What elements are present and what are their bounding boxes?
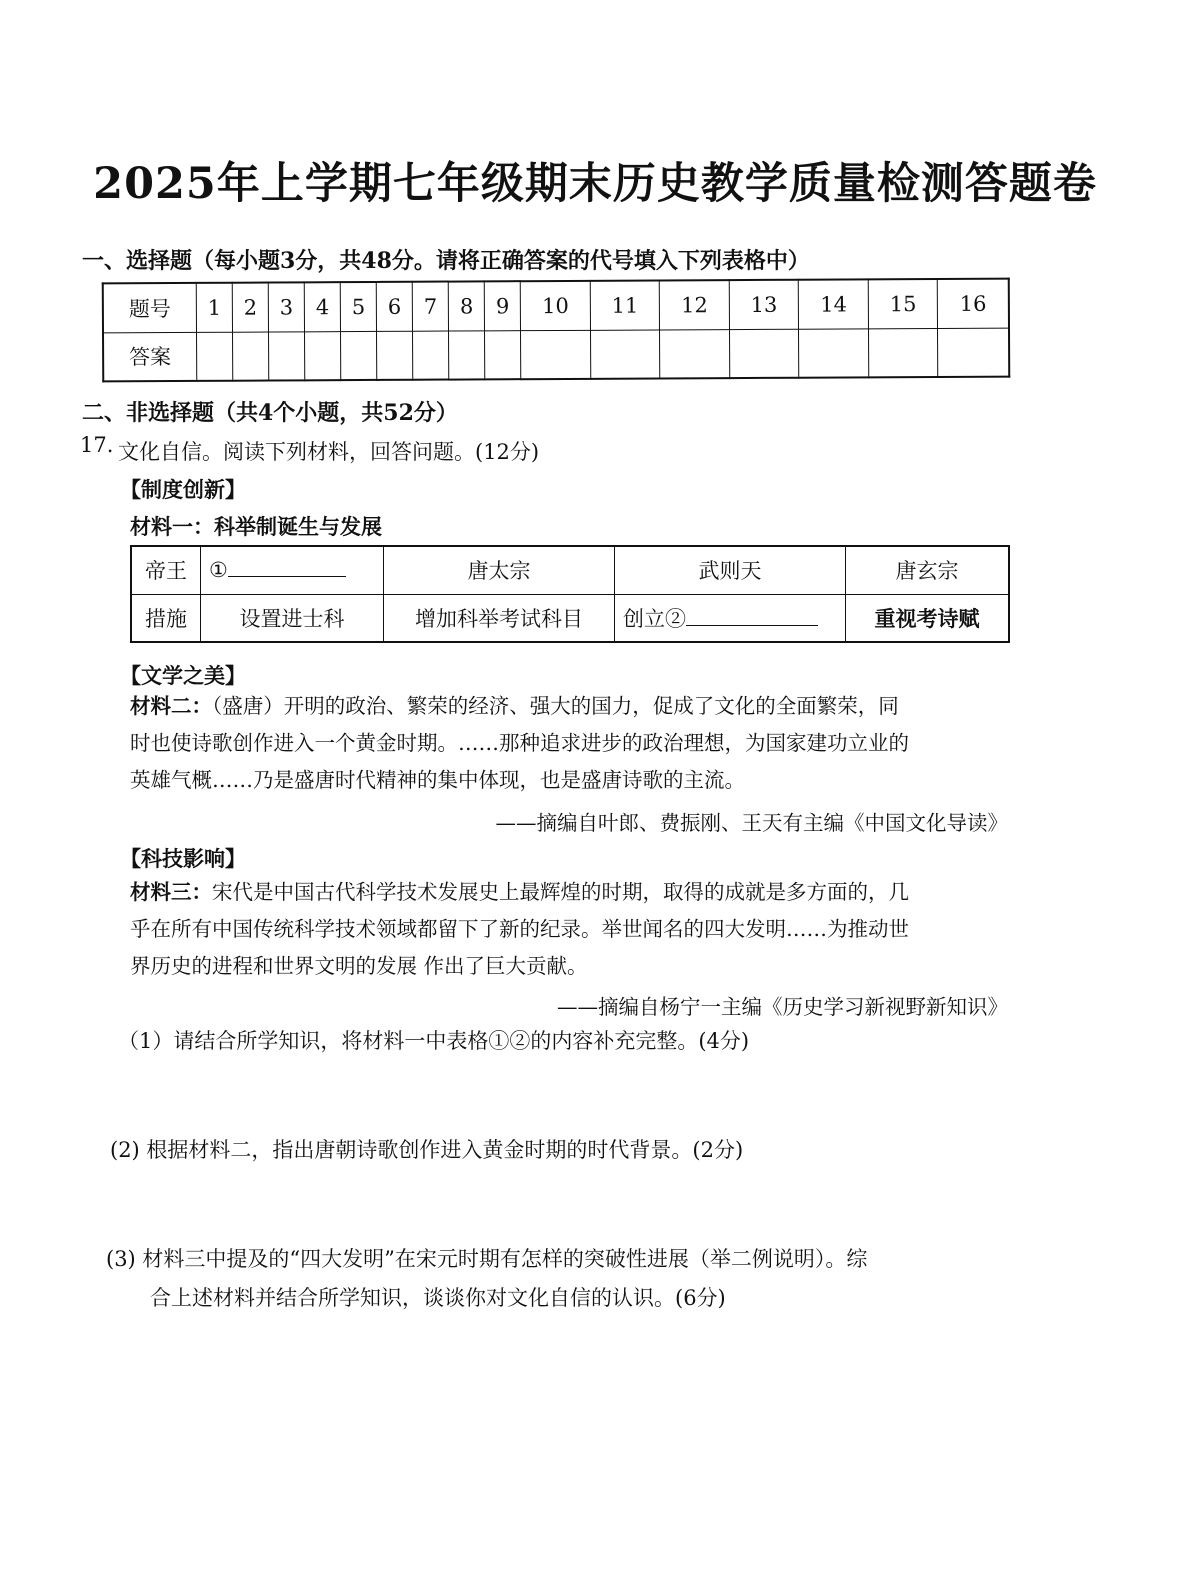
question-number: 4 [304,282,340,331]
question-number: 8 [448,281,484,330]
keju-emperor-xuanzong: 唐玄宗 [846,546,1010,594]
material3-citation: ——摘编自杨宁一主编《历史学习新视野新知识》 [557,995,1008,1019]
material3-line: 材料三：宋代是中国古代科学技术发展史上最辉煌的时期，取得的成就是多方面的，几 [130,880,909,904]
question-number: 11 [590,280,660,329]
answer-cell[interactable] [413,331,449,380]
keju-row-label-emperor: 帝王 [131,546,201,594]
answer-table-answer-row [103,328,1009,382]
material3-line: 乎在所有中国传统科学技术领域都留下了新的纪录。举世闻名的四大发明……为推动世 [130,917,909,941]
answer-table-number-row [103,279,1009,333]
tag-institution-innovation: 【制度创新】 [120,477,246,502]
keju-emperor-row [131,546,1009,594]
question-number: 2 [232,283,268,332]
answer-cell[interactable] [269,331,305,380]
material2 [130,688,1010,799]
question-number: 6 [376,282,412,331]
keju-table [130,545,1010,643]
blank-marker-2: 创立② [623,606,686,631]
material3-line: 界历史的进程和世界文明的发展 作出了巨大贡献。 [130,954,588,978]
keju-measure-row [131,594,1009,642]
answer-cell[interactable] [938,328,1009,377]
keju-measure-2: 增加科举考试科目 [384,594,615,642]
question-number: 1 [196,283,232,332]
question-number: 12 [660,280,730,329]
tag-technology: 【科技影响】 [120,846,246,871]
answer-cell[interactable] [341,331,377,380]
material2-label: 材料二： [130,694,212,718]
question-number: 9 [484,281,520,330]
question-number: 3 [268,282,304,331]
keju-measure-4: 重视考诗赋 [846,594,1010,642]
material1-title: 材料一：科举制诞生与发展 [130,514,382,539]
answer-cell[interactable] [377,331,413,380]
page-title: 2025年上学期七年级期末历史教学质量检测答题卷 [93,159,1097,209]
keju-measure-1: 设置进士科 [201,594,384,642]
answer-cell[interactable] [521,330,591,379]
answer-cell[interactable] [485,330,521,379]
answer-cell[interactable] [590,329,660,378]
answer-table [102,278,1011,383]
question-number: 5 [340,282,376,331]
keju-blank-1-cell[interactable] [201,546,384,594]
answer-cell[interactable] [449,330,485,379]
question-number: 16 [938,279,1009,328]
answer-cell[interactable] [729,329,799,378]
subquestion-2: (2) 根据材料二，指出唐朝诗歌创作进入黄金时期的时代背景。(2分) [110,1138,744,1162]
material3-label: 材料三： [130,880,212,904]
keju-row-label-measure: 措施 [131,594,201,642]
q17-prompt: 文化自信。阅读下列材料，回答问题。(12分) [118,440,540,464]
blank-line-1[interactable] [228,576,346,577]
answer-cell[interactable] [197,332,233,381]
question-number: 10 [521,281,591,330]
answer-cell[interactable] [305,331,341,380]
answer-cell[interactable] [660,329,730,378]
keju-emperor-wuzetian: 武则天 [615,546,846,594]
subquestion-3-line1: (3) 材料三中提及的“四大发明”在宋元时期有怎样的突破性进展（举二例说明）。综 [106,1247,868,1271]
material2-citation: ——摘编自叶郎、费振刚、王天有主编《中国文化导读》 [495,811,1008,835]
section1-heading: 一、选择题（每小题3分，共48分。请将正确答案的代号填入下列表格中） [82,248,810,274]
answer-cell[interactable] [868,328,938,377]
question-number: 13 [729,280,799,329]
keju-blank-2-cell[interactable] [615,594,846,642]
answer-cell[interactable] [233,332,269,381]
subquestion-3-line2: 合上述材料并结合所学知识，谈谈你对文化自信的认识。(6分) [150,1286,726,1310]
blank-line-2[interactable] [686,625,818,626]
material3 [130,874,1010,985]
material2-line: 英雄气概……乃是盛唐时代精神的集中体现，也是盛唐诗歌的主流。 [130,768,745,792]
subquestion-1: （1）请结合所学知识，将材料一中表格①②的内容补充完整。(4分) [118,1029,750,1053]
question-number: 14 [799,279,869,328]
tag-literature: 【文学之美】 [120,663,246,688]
q17-number: 17. [80,433,114,457]
question-number: 7 [412,282,448,331]
question-number: 15 [868,279,938,328]
row-label-answer: 答案 [103,332,197,381]
material2-line: 时也使诗歌创作进入一个黄金时期。……那种追求进步的政治理想，为国家建功立业的 [130,731,909,755]
keju-emperor-taizong: 唐太宗 [384,546,615,594]
answer-cell[interactable] [799,328,869,377]
blank-marker-1: ① [209,558,228,583]
material2-line: 材料二：（盛唐）开明的政治、繁荣的经济、强大的国力，促成了文化的全面繁荣，同 [130,694,899,718]
row-label-number: 题号 [103,283,197,332]
section2-heading: 二、非选择题（共4个小题，共52分） [82,400,458,426]
